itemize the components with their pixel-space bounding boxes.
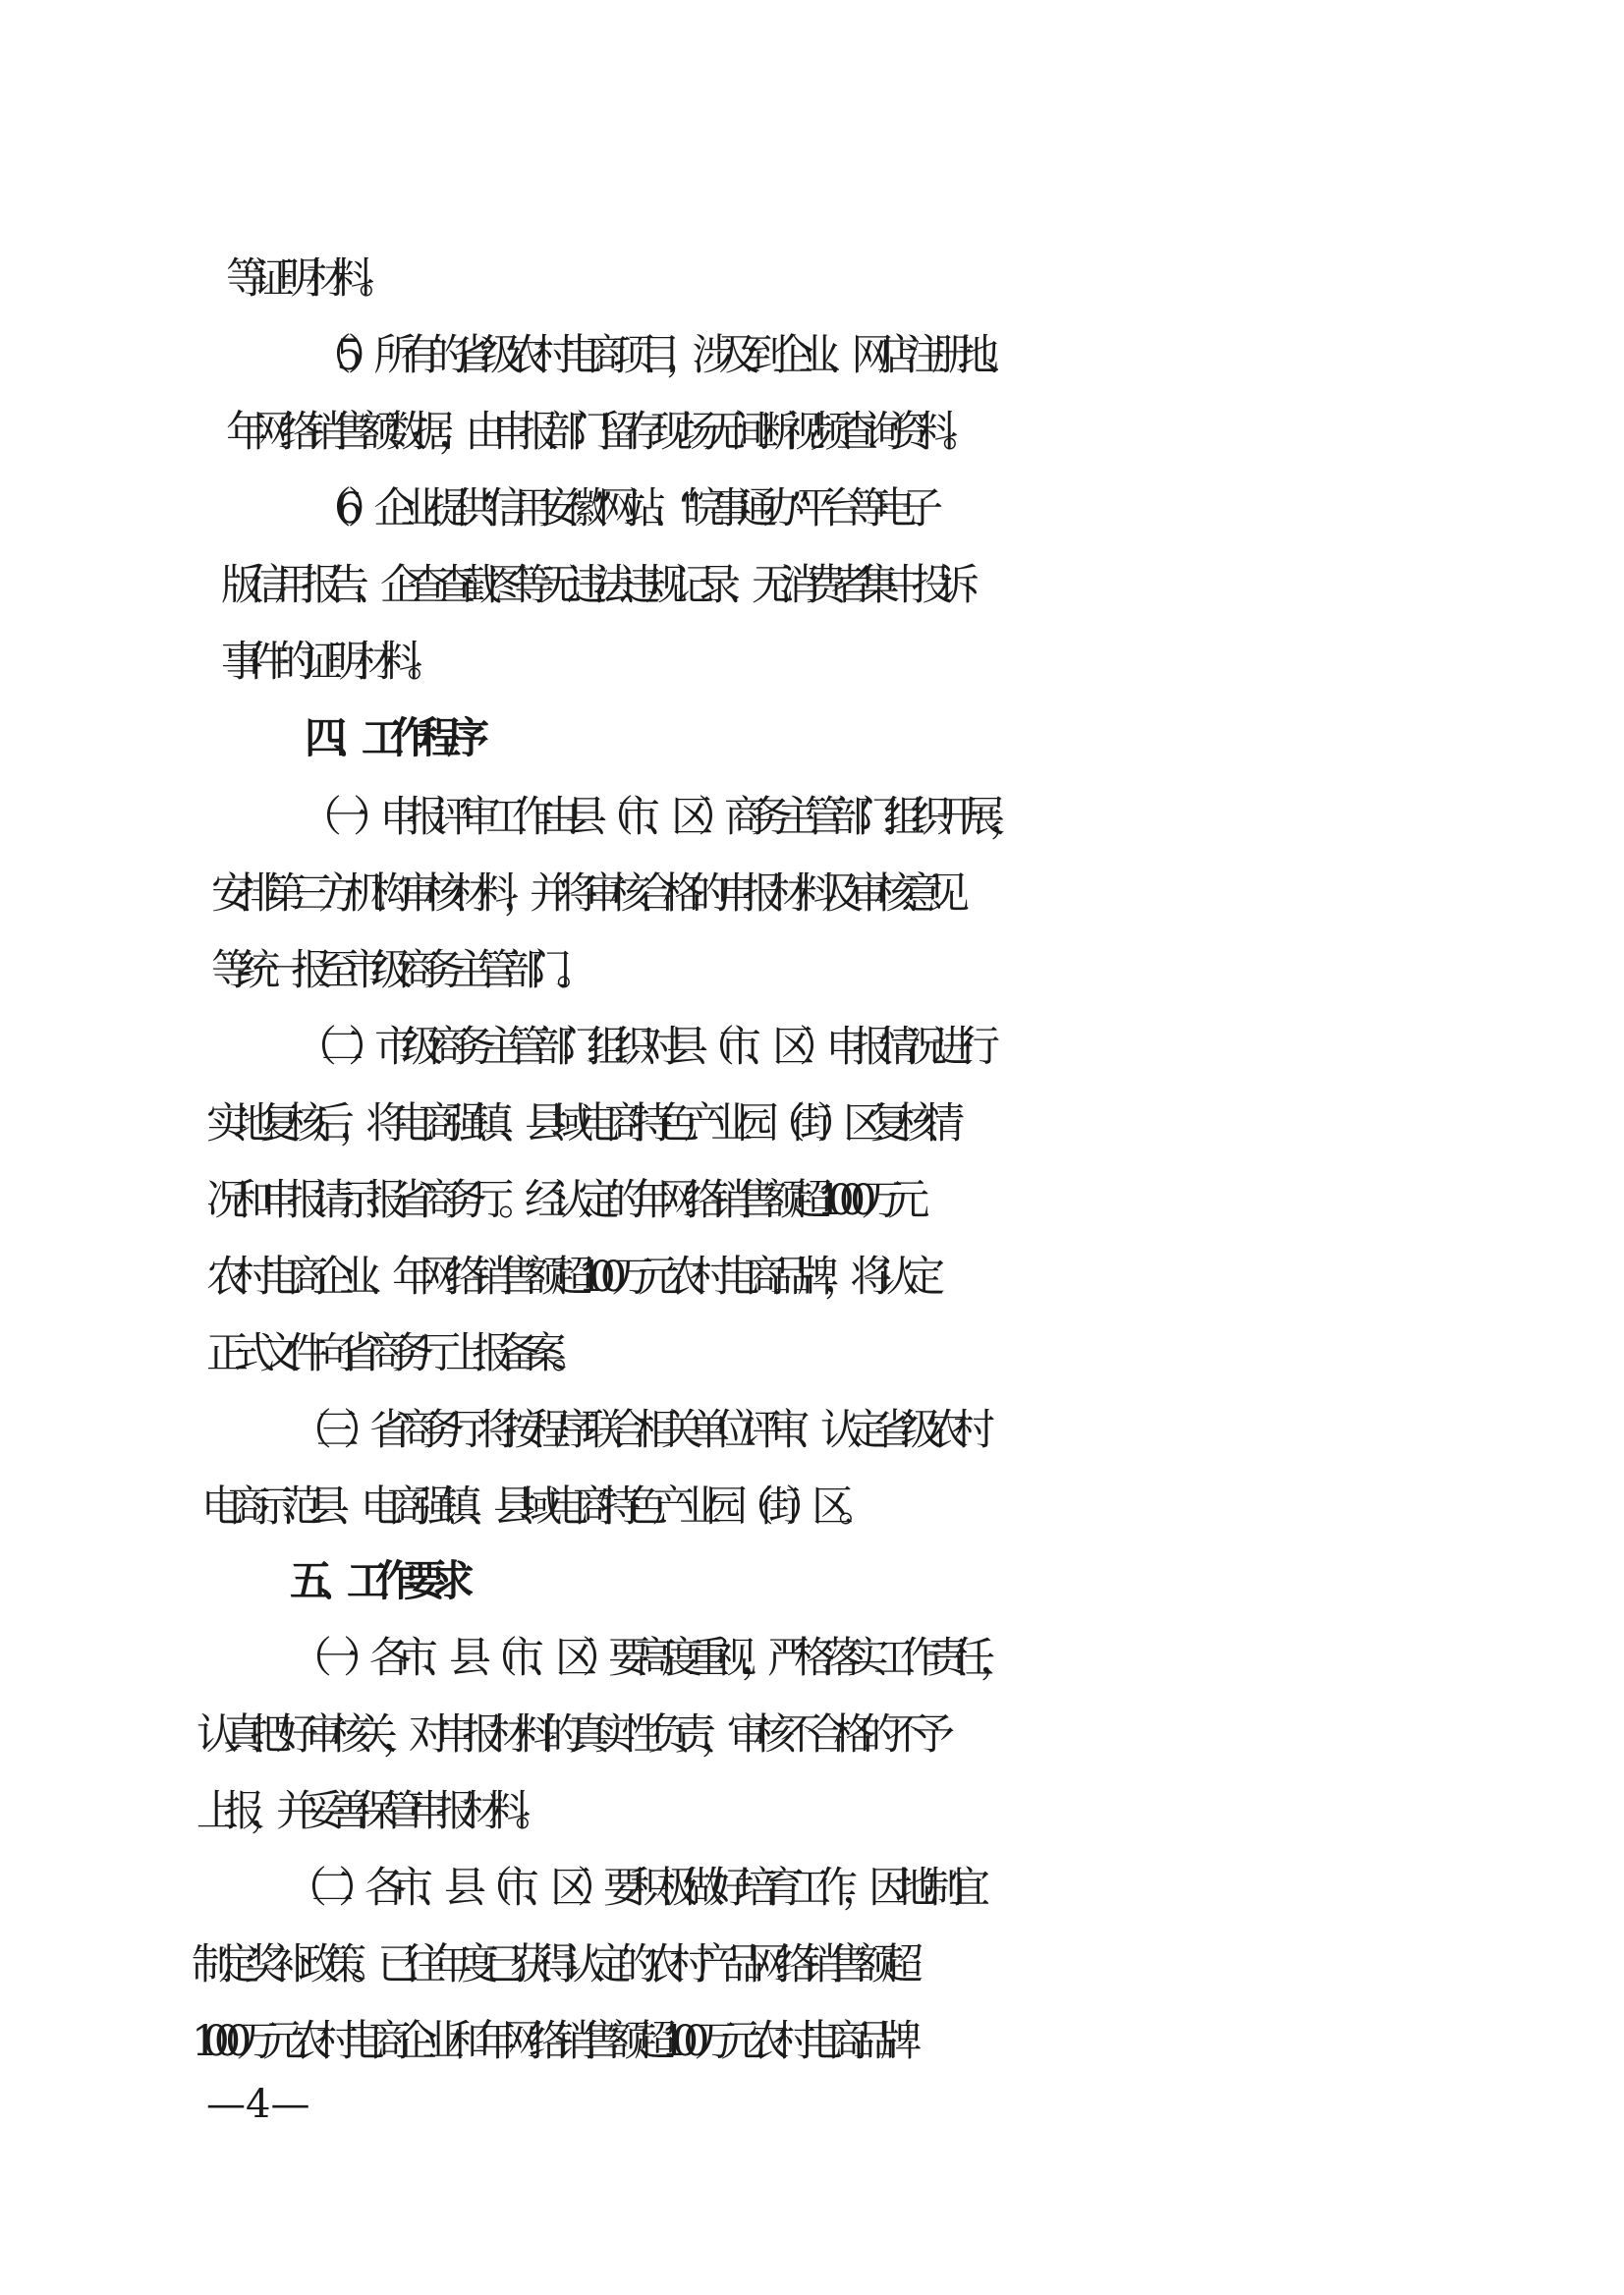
- body-line: 年网络销售额数据，由申报部门留存现场无间断视频查询资料。: [226, 408, 969, 457]
- body-line: 等证明材料。: [226, 254, 385, 304]
- body-line: 正式文件向省商务厅上报备案。: [206, 1329, 578, 1378]
- body-line: 1000万元农村电商企业和年网络销售额超100万元农村电商品牌: [192, 2017, 907, 2066]
- body-line: 安排第三方机构审核材料，并将审核合格的申报材料及审核意见: [211, 869, 954, 919]
- body-line: （二）各市、县（市、区）要积极做好培育工作，因地制宜: [285, 1864, 975, 1913]
- page-number: —4—: [206, 2082, 310, 2127]
- body-line: 等统一报至市级商务主管部门。: [211, 946, 583, 995]
- body-line: 版信用报告、企查查截图等无违法违规记录、无消费者集中投诉: [221, 561, 964, 610]
- body-line: （5）所有的省级农村电商项目，涉及到企业、网店注册地、: [309, 331, 1011, 380]
- body-line: 实地复核后，将电商强镇、县域电商特色产业园（街）区复核情: [206, 1099, 949, 1148]
- body-line: 事件的证明材料。: [221, 638, 433, 687]
- section-heading-work-requirements: 五、工作要求: [290, 1557, 461, 1606]
- section-heading-work-procedure: 四、工作程序: [305, 714, 476, 763]
- body-line: 制定奖补政策。已往年度已获得认定的农村产品网络销售额超: [192, 1940, 908, 1989]
- body-line: （二）市级商务主管部门组织对县（市、区）申报情况进行: [295, 1023, 984, 1072]
- body-line: 况和申报请示报省商务厅。经认定的年网络销售额超1000万元: [206, 1176, 915, 1225]
- body-line: 认真把好审核关，对申报材料的真实性负责，审核不合格的不予: [196, 1710, 939, 1760]
- body-line: 电商示范县、电商强镇、县域电商特色产业园（街）区。: [201, 1483, 865, 1532]
- body-line: （三）省商务厅将按程序联合相关单位评审、认定省级农村: [290, 1406, 980, 1455]
- body-line: （一）各市、县（市、区）要高度重视，严格落实工作责任，: [290, 1634, 1006, 1683]
- body-line: （6）企业提供“信用安徽”网站、“皖事通办”平台等电子: [309, 484, 928, 533]
- body-line: （一）申报评审工作由县（市、区）商务主管部门组织开展，: [300, 793, 1016, 842]
- body-line: 农村电商企业、年网络销售额超100万元农村电商品牌，将认定: [206, 1253, 930, 1302]
- body-line: 上报，并妥善保管申报材料。: [196, 1787, 541, 1836]
